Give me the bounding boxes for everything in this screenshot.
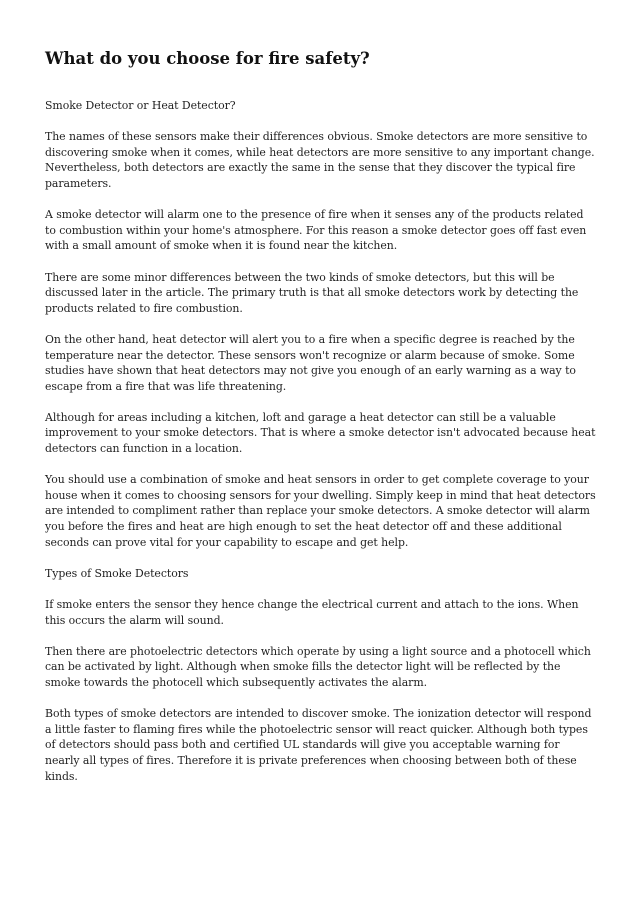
paragraph: You should use a combination of smoke and heat sensors in order to get complete coverage to your house when it comes to choosing sensors for your dwelling. Simply keep in mind that heat detectors are intended to compliment rather than replace your smoke detectors. A smoke detector will alarm you before the fires and heat are high enough to set the heat detector off and these additional seconds can prove vital for your capability to escape and get help.	[45, 473, 596, 549]
paragraph: On the other hand, heat detector will alert you to a fire when a specific degree is reached by the temperature near the detector. These sensors won't recognize or alarm because of smoke. Some studies have shown that heat detectors may not give you enough of an early warning as a way to escape from a fire that was life threatening.	[45, 332, 576, 393]
paragraph: Then there are photoelectric detectors which operate by using a light source and a photocell which can be activated by light. Although when smoke fills the detector light will be reflected by the smoke towards the photocell which subsequently activates the alarm.	[45, 644, 591, 689]
paragraph: Although for areas including a kitchen, loft and garage a heat detector can still be a valuable improvement to your smoke detectors. That is where a smoke detector isn't advocated because heat detectors can function in a location.	[45, 410, 596, 456]
paragraph: There are some minor differences between the two kinds of smoke detectors, but this will be discussed later in the article. The primary truth is that all smoke detectors work by detecting the products related to fire combustion.	[45, 270, 579, 315]
paragraph: Both types of smoke detectors are intended to discover smoke. The ionization detector will respond a little faster to flaming fires while the photoelectric sensor will react quicker. Although both types of detectors should pass both and certified UL standards will give you acceptable warning for nearly all types of fires. Therefore it is private preferences when choosing between both of these kinds.	[45, 707, 592, 783]
subheading-types: Types of Smoke Detectors	[45, 566, 189, 580]
subheading-detector-comparison: Smoke Detector or Heat Detector?	[45, 99, 236, 112]
paragraph: The names of these sensors make their differences obvious. Smoke detectors are more sensitive to discovering smoke when it comes, while heat detectors are more sensitive to any important change. Nevertheless, both detectors are exactly the same in the sense that they discover the typical fire parameters.	[45, 130, 595, 190]
paragraph: A smoke detector will alarm one to the presence of fire when it senses any of the products related to combustion within your home's atmosphere. For this reason a smoke detector goes off fast even with a small amount of smoke when it is found near the kitchen.	[45, 208, 587, 253]
page-title: What do you choose for fire safety?	[45, 49, 370, 68]
paragraph: If smoke enters the sensor they hence change the electrical current and attach to the ions. When this occurs the alarm will sound.	[45, 598, 579, 627]
document-page	[45, 48, 597, 800]
